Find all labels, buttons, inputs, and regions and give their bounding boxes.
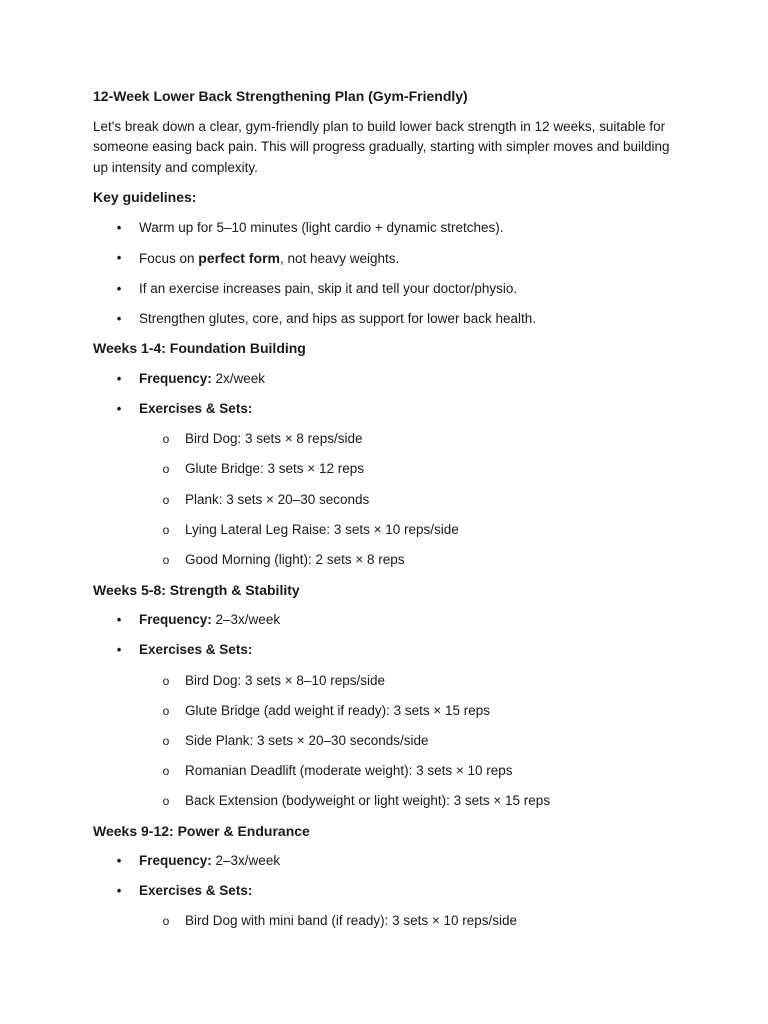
bullet-marker: • (116, 371, 122, 386)
sub-bullet-marker: o (162, 462, 170, 476)
exercises-label: Exercises & Sets: (139, 642, 253, 657)
sub-bullet-marker: o (162, 914, 170, 928)
bullet-marker: • (116, 281, 122, 296)
guideline-item: Strengthen glutes, core, and hips as support for lower back health. (139, 311, 536, 326)
sub-bullet-marker: o (162, 432, 170, 446)
bullet-marker: • (116, 642, 122, 657)
bullet-marker: • (116, 883, 122, 898)
phase-heading: Weeks 1-4: Foundation Building (93, 340, 306, 356)
guideline-suffix: , not heavy weights. (279, 251, 400, 266)
guideline-item: If an exercise increases pain, skip it and tell your doctor/physio. (139, 281, 518, 296)
sub-bullet-marker: o (162, 704, 170, 718)
frequency-item (139, 851, 280, 871)
exercises-label: Exercises & Sets: (139, 883, 253, 898)
frequency-label: Frequency: (139, 853, 212, 868)
exercise-item: Bird Dog: 3 sets × 8–10 reps/side (185, 673, 385, 688)
bullet-marker: • (116, 401, 122, 416)
exercises-label: Exercises & Sets: (139, 401, 253, 416)
guidelines-heading: Key guidelines: (93, 189, 197, 205)
guideline-emphasis: perfect form (198, 250, 280, 266)
sub-bullet-marker: o (162, 493, 170, 507)
frequency-label: Frequency: (139, 371, 212, 386)
sub-bullet-marker: o (162, 523, 170, 537)
exercise-item: Glute Bridge (add weight if ready): 3 sets × 15 reps (185, 703, 491, 718)
bullet-marker: • (116, 853, 122, 868)
guideline-item: Warm up for 5–10 minutes (light cardio + dynamic stretches). (139, 220, 504, 235)
exercise-item: Bird Dog: 3 sets × 8 reps/side (185, 431, 363, 446)
document-title: 12-Week Lower Back Strengthening Plan (Gym-Friendly) (93, 88, 468, 104)
bullet-marker: • (116, 250, 122, 265)
sub-bullet-marker: o (162, 734, 170, 748)
sub-bullet-marker: o (162, 794, 170, 808)
exercise-item: Romanian Deadlift (moderate weight): 3 sets × 10 reps (185, 763, 513, 778)
frequency-value: 2–3x/week (211, 853, 281, 868)
exercise-item: Good Morning (light): 2 sets × 8 reps (185, 552, 405, 567)
exercise-item: Back Extension (bodyweight or light weight): 3 sets × 15 reps (185, 793, 551, 808)
phase-heading: Weeks 5-8: Strength & Stability (93, 582, 300, 598)
intro-paragraph: Let's break down a clear, gym-friendly plan to build lower back strength in 12 weeks, suitable for someone easing back pain. This will progress gradually, starting with simpler moves and building up intensity and complexity. (93, 119, 670, 175)
frequency-value: 2–3x/week (211, 612, 281, 627)
exercise-item: Plank: 3 sets × 20–30 seconds (185, 492, 370, 507)
guideline-item (139, 248, 399, 269)
frequency-item (139, 369, 265, 389)
sub-bullet-marker: o (162, 553, 170, 567)
bullet-marker: • (116, 612, 122, 627)
frequency-value: 2x/week (211, 371, 266, 386)
exercise-item: Bird Dog with mini band (if ready): 3 sets × 10 reps/side (185, 913, 518, 928)
bullet-marker: • (116, 311, 122, 326)
sub-bullet-marker: o (162, 764, 170, 778)
guideline-prefix: Focus on (139, 251, 199, 266)
frequency-label: Frequency: (139, 612, 212, 627)
phase-heading: Weeks 9-12: Power & Endurance (93, 823, 310, 839)
exercise-item: Lying Lateral Leg Raise: 3 sets × 10 reps/side (185, 522, 459, 537)
exercise-item: Side Plank: 3 sets × 20–30 seconds/side (185, 733, 429, 748)
bullet-marker: • (116, 220, 122, 235)
sub-bullet-marker: o (162, 674, 170, 688)
exercise-item: Glute Bridge: 3 sets × 12 reps (185, 461, 364, 476)
frequency-item (139, 610, 280, 630)
